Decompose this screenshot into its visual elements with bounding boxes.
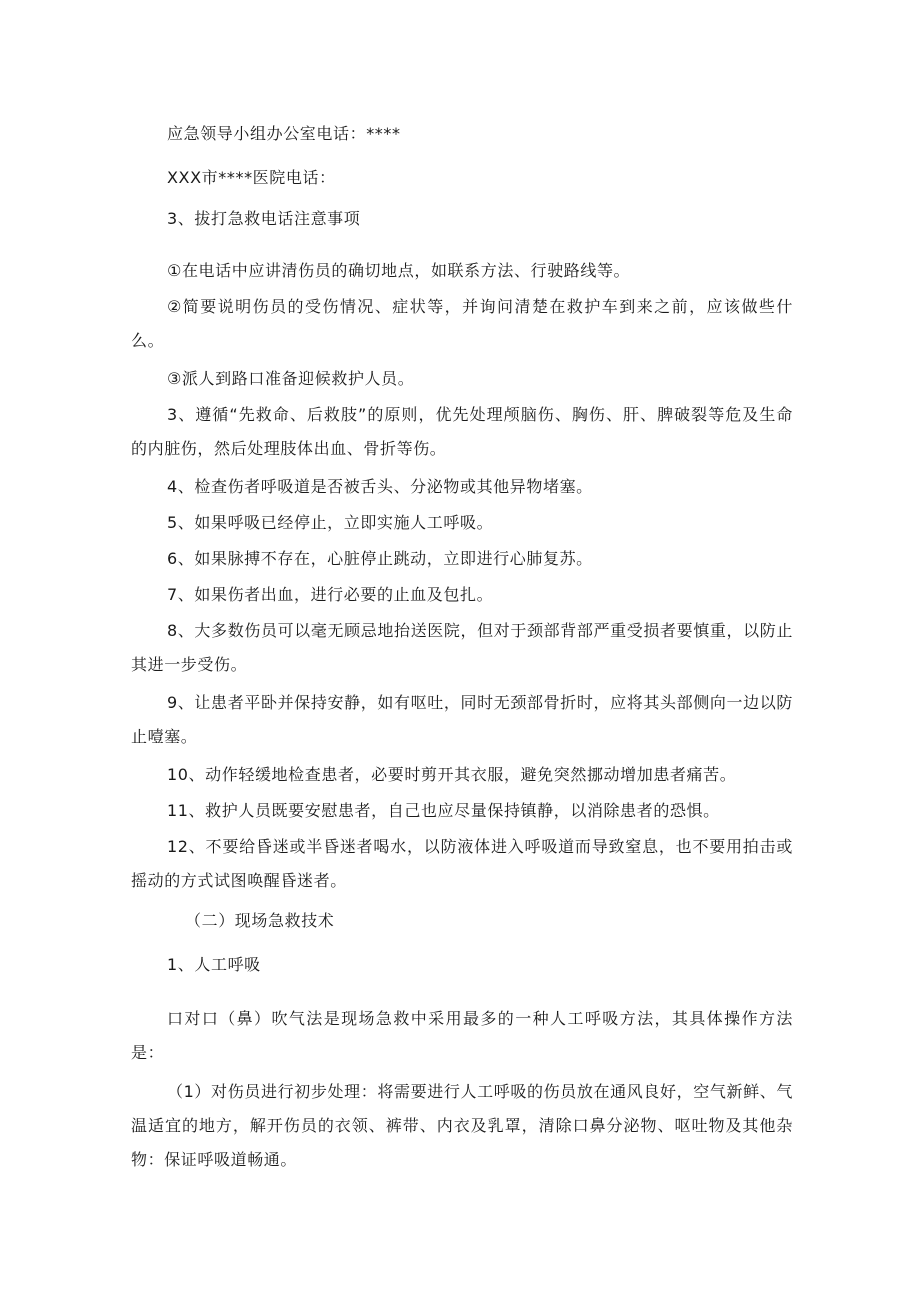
step-1-initial-treatment: （1）对伤员进行初步处理：将需要进行人工呼吸的伤员放在通风良好，空气新鲜、气温适宜的地方，解开伤员的衣领、裤带、内衣及乳罩，清除口鼻分泌物、呕吐物及其他杂物：保证呼吸道畅通。 <box>131 1082 793 1169</box>
rule-5: 5、如果呼吸已经停止，立即实施人工呼吸。 <box>167 513 494 532</box>
call-note-1: ①在电话中应讲清伤员的确切地点，如联系方法、行驶路线等。 <box>167 261 631 280</box>
rule-6: 6、如果脉搏不存在，心脏停止跳动，立即进行心肺复苏。 <box>167 549 593 568</box>
mouth-to-mouth-intro: 口对口（鼻）吹气法是现场急救中采用最多的一种人工呼吸方法，其具体操作方法是： <box>131 1009 793 1062</box>
rule-8: 8、大多数伤员可以毫无顾忌地抬送医院，但对于颈部背部严重受损者要慎重，以防止其进一步受伤。 <box>131 621 793 674</box>
rule-4: 4、检查伤者呼吸道是否被舌头、分泌物或其他异物堵塞。 <box>167 477 593 496</box>
rule-11: 11、救护人员既要安慰患者，自己也应尽量保持镇静，以消除患者的恐惧。 <box>167 801 720 820</box>
hospital-phone-line: XXX市****医院电话： <box>167 168 336 187</box>
call-note-3: ③派人到路口准备迎候救护人员。 <box>167 369 415 388</box>
section-heading-emergency-call: 3、拔打急救电话注意事项 <box>167 209 361 228</box>
rule-9: 9、让患者平卧并保持安静，如有呕吐，同时无颈部骨折时，应将其头部侧向一边以防止噎塞。 <box>131 693 793 746</box>
call-note-2: ②简要说明伤员的受伤情况、症状等，并询问清楚在救护车到来之前，应该做些什么。 <box>131 297 793 350</box>
rule-3: 3、遵循“先救命、后救肢”的原则，优先处理颅脑伤、胸伤、肝、脾破裂等危及生命的内脏伤，然后处理肢体出血、骨折等伤。 <box>131 405 793 458</box>
rule-12: 12、不要给昏迷或半昏迷者喝水，以防液体进入呼吸道而导致窒息，也不要用拍击或摇动的方式试图唤醒昏迷者。 <box>131 837 793 890</box>
section-heading-first-aid: （二）现场急救技术 <box>185 911 335 930</box>
subsection-heading-artificial-respiration: 1、人工呼吸 <box>167 955 261 974</box>
rule-7: 7、如果伤者出血，进行必要的止血及包扎。 <box>167 585 494 604</box>
office-phone-line: 应急领导小组办公室电话：**** <box>167 124 401 143</box>
rule-10: 10、动作轻缓地检查患者，必要时剪开其衣服，避免突然挪动增加患者痛苦。 <box>167 765 737 784</box>
